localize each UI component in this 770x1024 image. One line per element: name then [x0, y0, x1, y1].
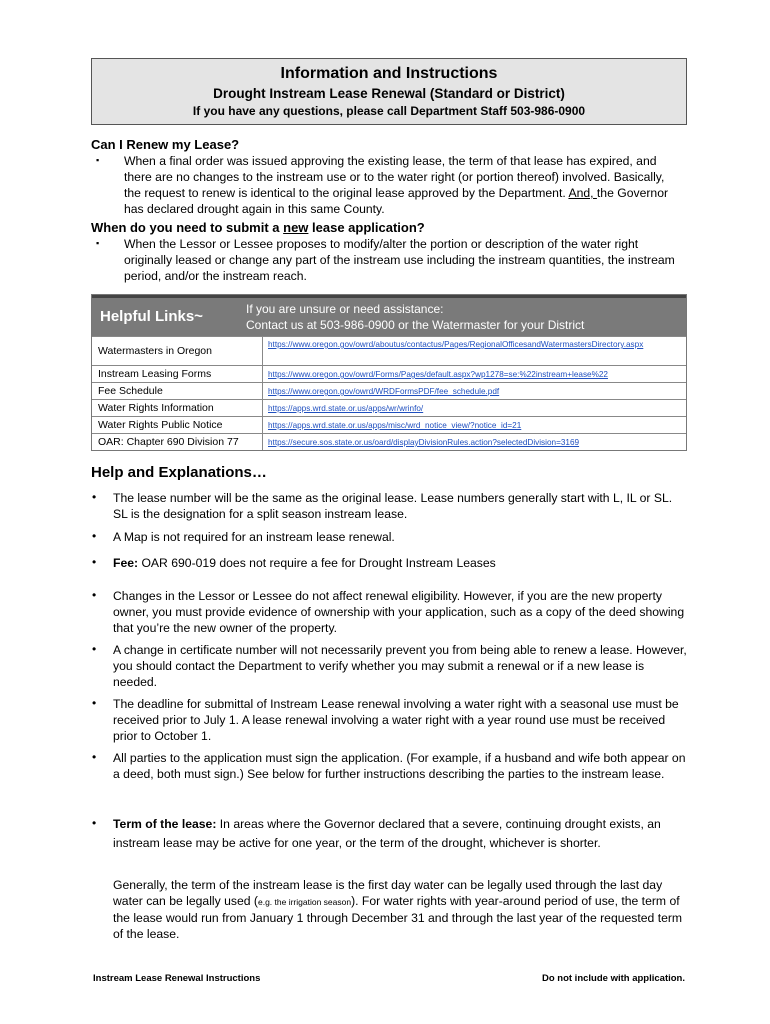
term2-part: Generally, the term of the instream lease is the first day water can be legally used through the last day water can be legally used ( — [113, 878, 663, 908]
contact-line: If you have any questions, please call Department Staff 503-986-0900 — [192, 104, 586, 118]
table-row — [92, 416, 686, 433]
fee-label: Fee: — [113, 556, 139, 570]
column-divider — [262, 366, 263, 382]
helpful-links-table — [91, 294, 687, 451]
page-title: Information and Instructions — [280, 65, 498, 82]
column-divider — [262, 383, 263, 399]
page-subtitle: Drought Instream Lease Renewal (Standard or District) — [213, 86, 565, 101]
bullet-icon: • — [92, 555, 97, 569]
renew-text-end: the Governor has declared drought again in this same County. — [124, 186, 669, 216]
new-lease-text: When the Lessor or Lessee proposes to modify/alter the portion or description of the water right originally leased or change any part of the instream use including the instream quantities, the instream period, and/or the instream reach. — [124, 237, 675, 283]
parties-text: All parties to the application must sign the application. (For example, if a husband and wife both appear on a deed, both must sign.) See below for further instructions describing the parties to the instream lease. — [113, 751, 686, 781]
fee-text — [113, 555, 688, 571]
bullet-icon: • — [92, 696, 97, 710]
column-divider — [262, 434, 263, 450]
links-sub1: If you are unsure or need assistance: — [246, 302, 444, 316]
link-name: Water Rights Information — [98, 402, 214, 414]
column-divider — [262, 400, 263, 416]
link-name: OAR: Chapter 690 Division 77 — [98, 436, 239, 448]
bullet-icon: • — [92, 816, 97, 830]
column-divider — [262, 337, 263, 365]
bullet-icon: • — [92, 642, 97, 656]
link-url[interactable]: https://secure.sos.state.or.us/oard/displayDivisionRules.action?selectedDivision=3169 — [268, 438, 580, 447]
term2-small: e.g. the irrigation season — [257, 897, 352, 907]
renew-text — [124, 153, 684, 217]
bullet-icon: • — [92, 750, 97, 764]
link-url[interactable]: https://apps.wrd.state.or.us/apps/wr/wrinfo/ — [268, 404, 424, 413]
link-name: Fee Schedule — [98, 385, 163, 397]
link-name: Instream Leasing Forms — [98, 368, 212, 380]
owners-text: Changes in the Lessor or Lessee do not affect renewal eligibility. However, if you are the new property owner, you must provide evidence of ownership with your application, such as a copy of the deed showing that you’re the new owner of the property. — [113, 589, 685, 635]
link-url[interactable]: https://apps.wrd.state.or.us/apps/misc/wrd_notice_view/?notice_id=21 — [268, 421, 522, 430]
term-body: In areas where the Governor declared that a severe, continuing drought exists, an instream lease may be active for one year, or the term of the drought, whichever is shorter. — [113, 817, 661, 850]
term-text — [113, 815, 688, 853]
heading-new-underlined: new — [283, 220, 309, 235]
square-bullet-icon: ▪ — [96, 238, 100, 248]
link-name: Watermasters in Oregon — [98, 345, 212, 357]
table-row — [92, 365, 686, 382]
table-row — [92, 433, 686, 450]
square-bullet-icon: ▪ — [96, 155, 100, 165]
link-name: Water Rights Public Notice — [98, 419, 223, 431]
links-header — [92, 295, 686, 336]
bullet-icon: • — [92, 588, 97, 602]
term-general-text — [113, 877, 688, 942]
links-sub2: Contact us at 503-986-0900 or the Watermaster for your District — [246, 318, 585, 332]
fee-body: OAR 690-019 does not require a fee for Drought Instream Leases — [138, 556, 496, 570]
renew-and-underlined: And, — [568, 186, 597, 200]
link-url[interactable]: https://www.oregon.gov/owrd/aboutus/contactus/Pages/RegionalOfficesandWatermastersDirectory.aspx — [268, 340, 644, 349]
map-text: A Map is not required for an instream lease renewal. — [113, 530, 395, 544]
table-row — [92, 336, 686, 365]
term2-end: ). For water rights with year-around period of use, the term of the lease would run from January 1 through December 31 and through the last year of the requested term of the lease. — [113, 894, 683, 941]
term-label: Term of the lease: — [113, 817, 217, 831]
footer-right: Do not include with application. — [541, 973, 685, 984]
bullet-icon: • — [92, 490, 97, 504]
help-title: Help and Explanations… — [91, 464, 267, 481]
certificate-text: A change in certificate number will not necessarily prevent you from being able to renew a lease. However, you should contact the Department to verify whether you may submit a renewal or if a new lease is needed. — [113, 643, 687, 689]
column-divider — [262, 417, 263, 433]
link-url[interactable]: https://www.oregon.gov/owrd/Forms/Pages/default.aspx?wp1278=se:%22instream+lease%22 — [268, 370, 608, 379]
new-lease-heading — [91, 220, 425, 235]
renew-heading: Can I Renew my Lease? — [91, 137, 240, 152]
lease-number-text: The lease number will be the same as the original lease. Lease numbers generally start with L, IL or SL. SL is the designation for a split season instream lease. — [113, 491, 673, 521]
heading-end: lease application? — [308, 220, 425, 235]
bullet-icon: • — [92, 529, 97, 543]
table-row — [92, 399, 686, 416]
renew-text-part: When a final order was issued approving the existing lease, the term of that lease has expired, and there are no changes to the instream use or to the water right (or portion thereof) involved. Basically, the request to renew is identical to the original lease approved by the Department. — [124, 154, 665, 200]
heading-part: When do you need to submit a — [91, 220, 284, 235]
footer-left: Instream Lease Renewal Instructions — [93, 973, 261, 984]
links-title: Helpful Links~ — [100, 308, 203, 325]
table-row — [92, 382, 686, 399]
link-url[interactable]: https://www.oregon.gov/owrd/WRDFormsPDF/fee_schedule.pdf — [268, 387, 500, 396]
deadline-text: The deadline for submittal of Instream Lease renewal involving a water right with a seasonal use must be received prior to July 1. A lease renewal involving a water right with a year round use must be received prior to October 1. — [113, 697, 679, 743]
header-box — [91, 58, 687, 125]
